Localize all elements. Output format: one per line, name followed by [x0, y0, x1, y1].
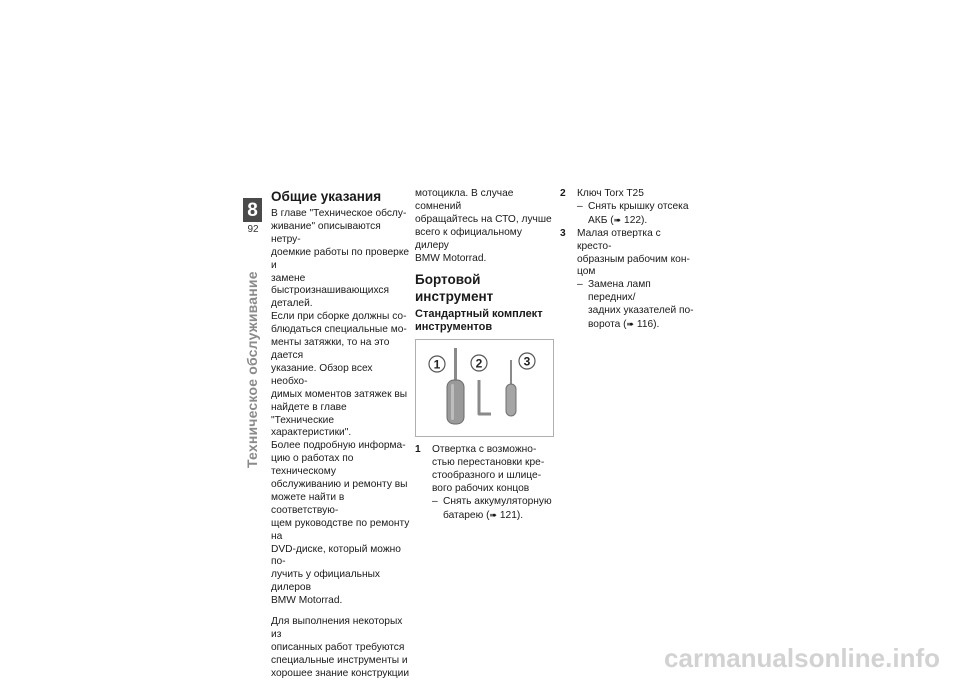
tool-item-number: 2 — [560, 188, 566, 199]
subheading-line-1: Стандартный комплект — [415, 308, 543, 321]
text-line: лучить у официальных дилеров — [271, 569, 380, 594]
text-line: Малая отвертка с кресто- — [577, 227, 661, 252]
text-line: найдете в главе "Технические — [271, 401, 347, 426]
text-line: описанных работ требуются — [271, 641, 405, 653]
text-line: указание. Обзор всех необхо- — [271, 362, 373, 387]
torx-key-2 — [479, 380, 491, 414]
chapter-number: 8 — [247, 199, 258, 221]
figure-label-1: 1 — [433, 357, 441, 372]
tool-item-number: 3 — [560, 227, 566, 239]
page-number: 92 — [247, 224, 259, 235]
text-line: Снять крышку отсека — [588, 200, 689, 212]
text-line: специальные инструменты и — [271, 654, 408, 666]
text-line: цом — [577, 266, 596, 278]
subheading-line-2: инструментов — [415, 321, 493, 334]
text-line: всего к официальному дилеру — [415, 226, 523, 251]
subheading-standard-kit — [415, 308, 555, 334]
section-heading-general: Общие указания — [271, 189, 382, 204]
text-line: цию о работах по техническому — [271, 453, 354, 478]
text-line: стью перестановки кре- — [432, 457, 545, 469]
figure-label-3: 3 — [523, 354, 531, 369]
text-line: менты затяжки, то на это дается — [271, 337, 390, 361]
screwdriver-1-shaft — [454, 348, 457, 382]
text-line: мотоцикла. В случае сомнений — [415, 188, 514, 212]
text-line: образным рабочим кон- — [577, 253, 690, 265]
text-line: Более подробную информа- — [271, 440, 406, 452]
tool-item-3-use — [560, 279, 695, 332]
text-line: можете найти в соответствую- — [271, 491, 345, 516]
text-line: В главе "Техническое обслу- — [271, 208, 407, 219]
section-heading-onboard-tools: Бортовой инструмент — [415, 272, 494, 305]
tool-item-title: Ключ Torx T25 — [577, 188, 644, 199]
text-line: Отвертка с возможно- — [432, 444, 537, 456]
text-line: деталей. — [271, 298, 313, 310]
list-dash: – — [577, 279, 583, 291]
text-line: стообразного и шлице- — [432, 470, 542, 482]
text-line: характеристики". — [271, 427, 352, 439]
site-watermark: carmanualsonline.info — [664, 643, 940, 673]
text-line: Замена ламп передних/ — [588, 279, 651, 304]
text-line: блюдаться специальные мо- — [271, 324, 407, 336]
tool-kit-illustration — [416, 340, 553, 436]
tool-item-1 — [415, 444, 555, 496]
text-line: Для выполнения некоторых из — [271, 616, 403, 640]
text-line: живание" описываются нетру- — [271, 220, 381, 245]
tool-item-3 — [560, 228, 695, 280]
text-line: ворота (➠ 116). — [588, 319, 660, 331]
page-reference-arrow-icon: ➠ — [626, 319, 635, 330]
screwdriver-1-highlight — [451, 384, 454, 420]
text-line: обслуживанию и ремонту вы — [271, 479, 408, 491]
text-line: обращайтесь на СТО, лучше — [415, 213, 552, 225]
text-line: димых моментов затяжек вы — [271, 388, 408, 400]
list-dash: – — [577, 200, 583, 212]
column-3 — [560, 188, 695, 332]
text-fragment: батарею — [443, 509, 484, 521]
general-paragraph — [271, 208, 411, 608]
text-line: BMW Motorrad. — [271, 595, 343, 607]
text-line: щем руководстве по ремонту на — [271, 517, 410, 542]
text-line: BMW Motorrad. — [415, 252, 487, 264]
special-tools-paragraph — [271, 616, 411, 681]
text-line: батарею (➠ 121). — [443, 509, 524, 521]
text-line: хорошее знание конструкции — [271, 667, 410, 679]
chapter-side-title: Техническое обслуживание — [244, 271, 260, 468]
tool-item-2-use — [560, 201, 695, 228]
screwdriver-3-shaft — [510, 360, 512, 386]
text-line: Если при сборке должны со- — [271, 311, 407, 323]
text-line: вого рабочих концов — [432, 483, 530, 495]
chapter-number-badge — [243, 198, 262, 222]
text-line: задних указателей по- — [588, 305, 694, 317]
tool-item-number: 1 — [415, 444, 421, 456]
text-line: Снять аккумуляторную — [443, 496, 552, 508]
text-line: АКБ (➠ 122). — [588, 214, 648, 226]
text-line: DVD-диске, который можно по- — [271, 543, 401, 568]
tool-item-1-use — [415, 496, 555, 523]
continuation-paragraph — [415, 188, 555, 265]
page-reference: 122). — [624, 214, 648, 226]
text-fragment: ворота — [588, 319, 621, 331]
tool-item-2 — [560, 188, 695, 201]
tool-item-description — [432, 444, 555, 496]
page-reference: 121). — [499, 509, 524, 521]
text-line: замене быстроизнашивающихся — [271, 272, 390, 297]
column-2 — [415, 188, 555, 523]
tool-kit-figure — [415, 339, 554, 437]
column-1 — [271, 188, 411, 681]
screwdriver-3-handle — [506, 384, 516, 416]
figure-label-2: 2 — [475, 356, 483, 371]
page-reference-arrow-icon: ➠ — [613, 214, 622, 225]
page-reference: 116). — [636, 319, 660, 331]
text-fragment: АКБ — [588, 214, 608, 226]
screwdriver-1-handle — [447, 380, 464, 424]
page-reference-arrow-icon: ➠ — [489, 509, 498, 520]
text-line: доемкие работы по проверке и — [271, 246, 410, 271]
list-dash: – — [432, 496, 438, 508]
